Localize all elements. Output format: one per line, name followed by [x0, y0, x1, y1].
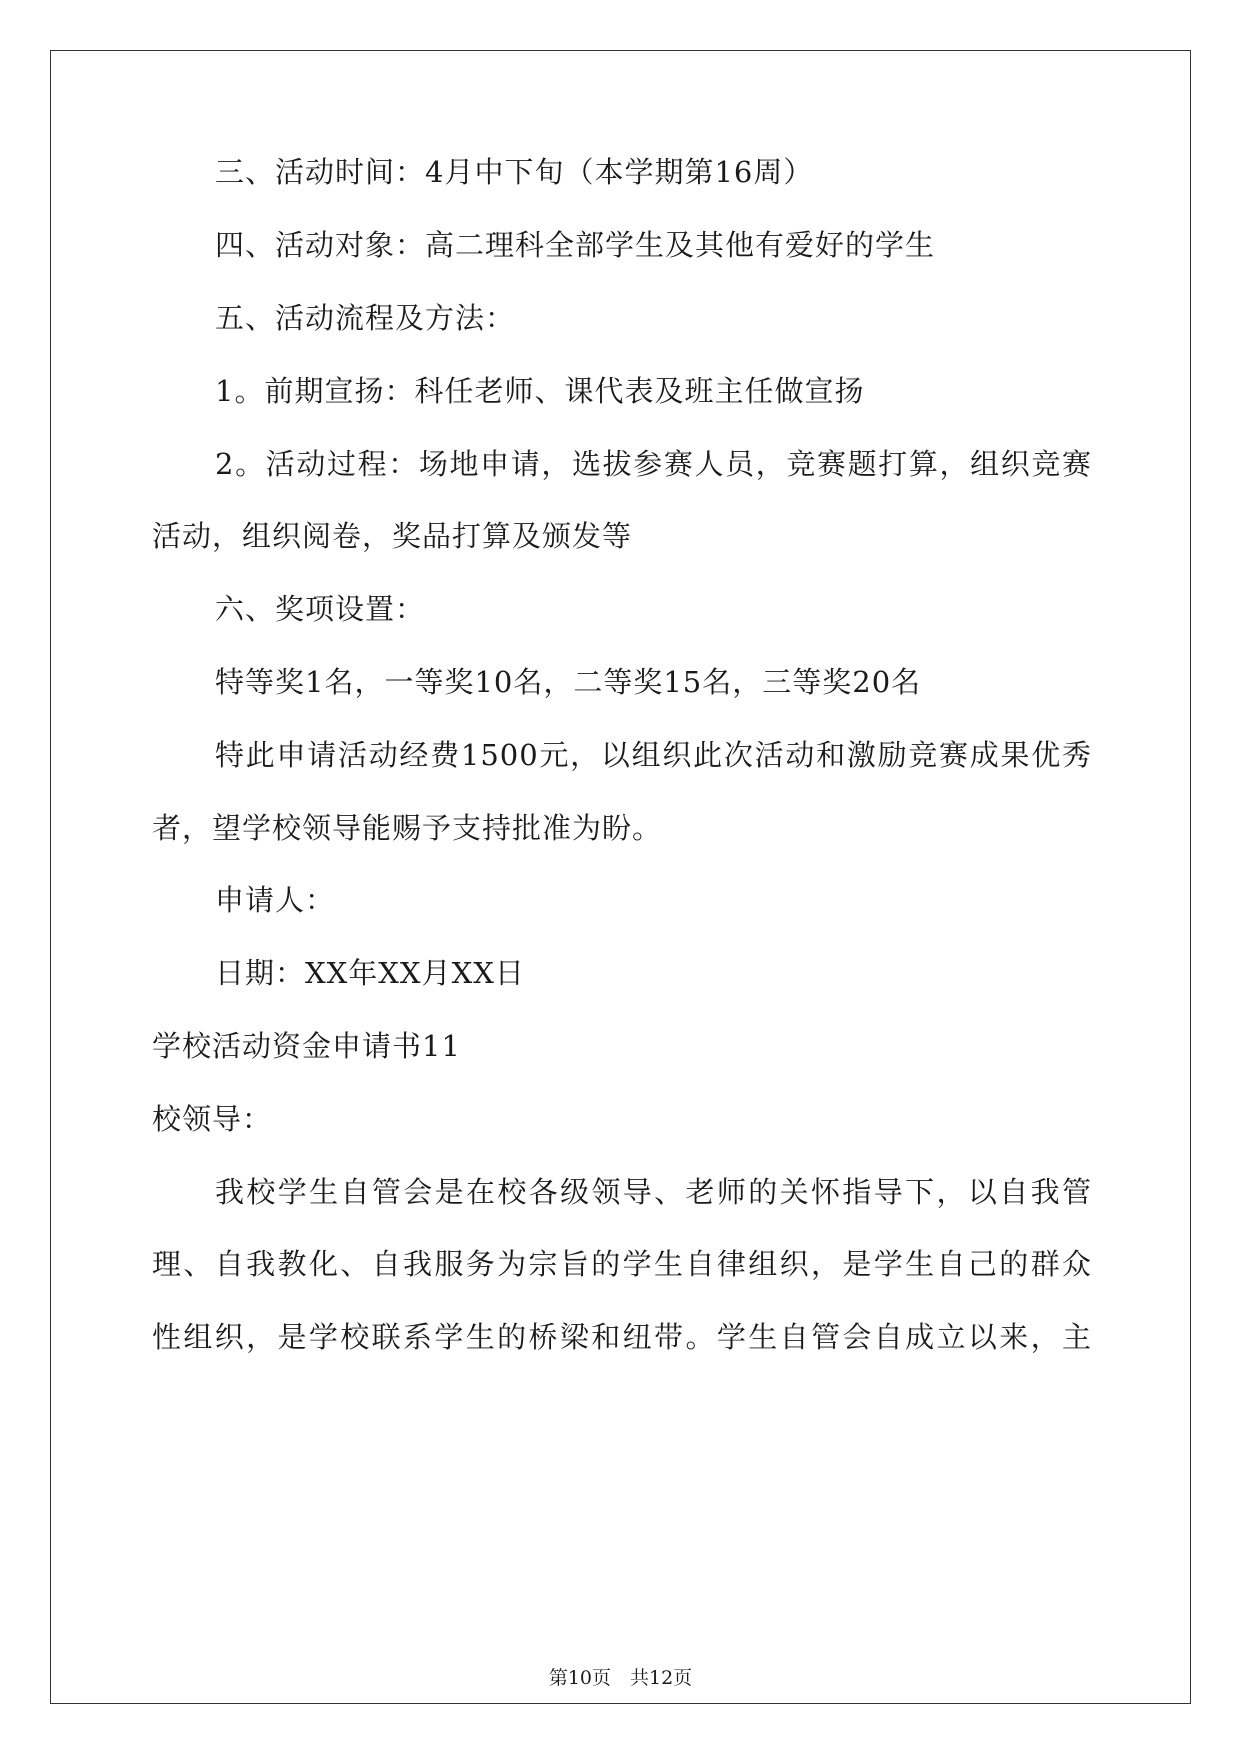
- paragraph-awards-list: 特等奖1名，一等奖10名，二等奖15名，三等奖20名: [215, 665, 922, 699]
- paragraph-applicant: 申请人：: [215, 883, 336, 917]
- paragraph-budget-line-2: 者，望学校领导能赐予支持批准为盼。: [152, 811, 663, 845]
- salutation: 校领导：: [152, 1102, 273, 1136]
- paragraph-body-line-2: 理、自我教化、自我服务为宗旨的学生自律组织，是学生自己的群众: [152, 1247, 1092, 1281]
- paragraph-date: 日期：XX年XX月XX日: [215, 956, 525, 990]
- section-title: 学校活动资金申请书11: [152, 1029, 461, 1063]
- paragraph-budget-line-1: 特此申请活动经费1500元，以组织此次活动和激励竞赛成果优秀: [215, 738, 1092, 772]
- paragraph-publicity: 1。前期宣扬：科任老师、课代表及班主任做宣扬: [215, 374, 865, 408]
- paragraph-process-line-1: 2。活动过程：场地申请，选拔参赛人员，竞赛题打算，组织竞赛: [215, 447, 1092, 481]
- page-number-footer: 第10页 共12页: [548, 1667, 693, 1689]
- paragraph-activity-target: 四、活动对象：高二理科全部学生及其他有爱好的学生: [215, 228, 936, 262]
- paragraph-activity-time: 三、活动时间：4月中下旬（本学期第16周）: [215, 155, 814, 189]
- paragraph-body-line-1: 我校学生自管会是在校各级领导、老师的关怀指导下，以自我管: [215, 1175, 1092, 1209]
- paragraph-process-line-2: 活动，组织阅卷，奖品打算及颁发等: [152, 519, 633, 553]
- paragraph-process-heading: 五、活动流程及方法：: [215, 301, 516, 335]
- paragraph-awards-heading: 六、奖项设置：: [215, 592, 426, 626]
- paragraph-body-line-3: 性组织，是学校联系学生的桥梁和纽带。学生自管会自成立以来，主: [152, 1320, 1092, 1354]
